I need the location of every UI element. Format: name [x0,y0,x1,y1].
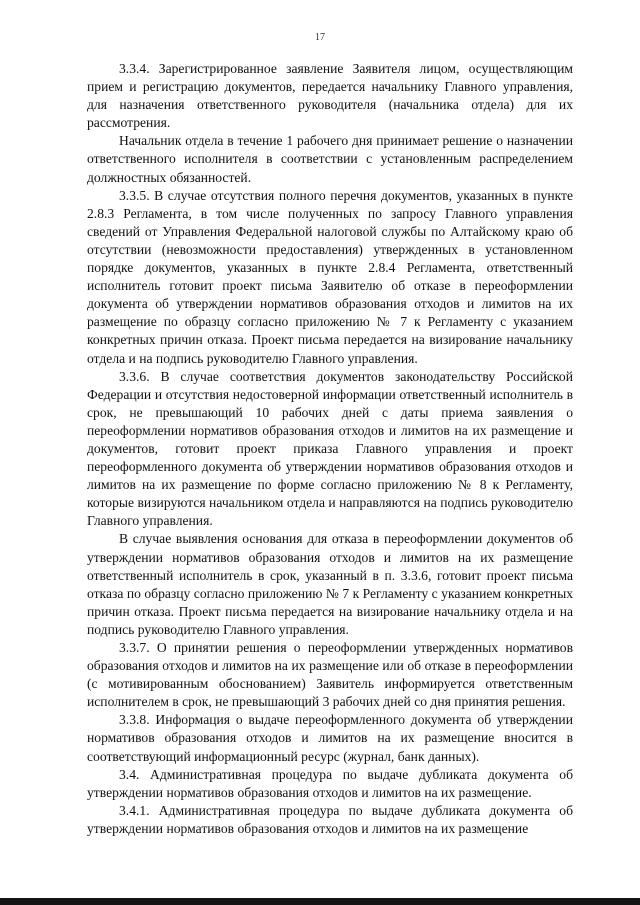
bottom-scan-edge [0,898,640,905]
paragraph-3-3-5: 3.3.5. В случае отсутствия полного перечня документов, указанных в пункте 2.8.3 Регламента, в том числе полученных по запросу Главного управления сведений от Управления Федеральной налоговой службы по Алтайскому краю об отсутствии (невозможности предоставления) утвержденных в установленном порядке документов, указанных в пункте 2.8.4 Регламента, ответственный исполнитель готовит проект письма Заявителю об отказе в переоформлении документа об утверждении нормативов образования отходов и лимитов на их размещение по образцу согласно приложению № 7 к Регламенту с указанием конкретных причин отказа. Проект письма передается на визирование начальнику отдела и на подпись руководителю Главного управления. [87,187,573,366]
paragraph-3-3-7: 3.3.7. О принятии решения о переоформлении утвержденных нормативов образования отходов и лимитов на их размещение или об отказе в переоформлении (с мотивированным обоснованием) Заявитель информируется ответственным исполнителем в срок, не превышающий 3 рабочих дней со дня принятия решения. [87,640,573,710]
paragraph-3-4: 3.4. Административная процедура по выдаче дубликата документа об утверждении нормативов образования отходов и лимитов на их размещение. [87,766,573,800]
paragraph-refusal-case: В случае выявления основания для отказа в переоформлении документов об утверждении нормативов образования отходов и лимитов на их размещение ответственный исполнитель в срок, указанный в п. 3.3.6, готовит проект письма отказа по образцу согласно приложению № 7 к Регламенту с указанием конкретных причин отказа. Проект письма передается на визирование начальнику отдела и на подпись руководителю Главного управления. [87,531,573,637]
paragraph-3-3-6: 3.3.6. В случае соответствия документов законодательству Российской Федерации и отсутствия недостоверной информации ответственный исполнитель в срок, не превышающий 10 рабочих дней с даты приема заявления о переоформлении нормативов образования отходов и лимитов на их размещение и документов, готовит проект приказа Главного управления и проект переоформленного документа об утверждении нормативов образования отходов и лимитов на их размещение по форме согласно приложению № 8 к Регламенту, которые визируются начальником отдела и направляются на подпись руководителю Главного управления. [87,368,573,529]
paragraph-3-4-1: 3.4.1. Административная процедура по выдаче дубликата документа об утверждении нормативов образования отходов и лимитов на их размещение [87,802,573,836]
paragraph-head-of-department: Начальник отдела в течение 1 рабочего дня принимает решение о назначении ответственного исполнителя в соответствии с установленным распределением должностных обязанностей. [87,133,573,185]
paragraph-3-3-4: 3.3.4. Зарегистрированное заявление Заявителя лицом, осуществляющим прием и регистрацию документов, передается начальнику Главного управления, для назначения ответственного руководителя (начальника отдела) для их рассмотрения. [87,61,573,131]
paragraph-3-3-8: 3.3.8. Информация о выдаче переоформленного документа об утверждении нормативов образования отходов и лимитов на их размещение вносится в соответствующий информационный ресурс (журнал, банк данных). [87,712,573,764]
page-number: 17 [315,32,325,43]
document-body [87,60,573,838]
